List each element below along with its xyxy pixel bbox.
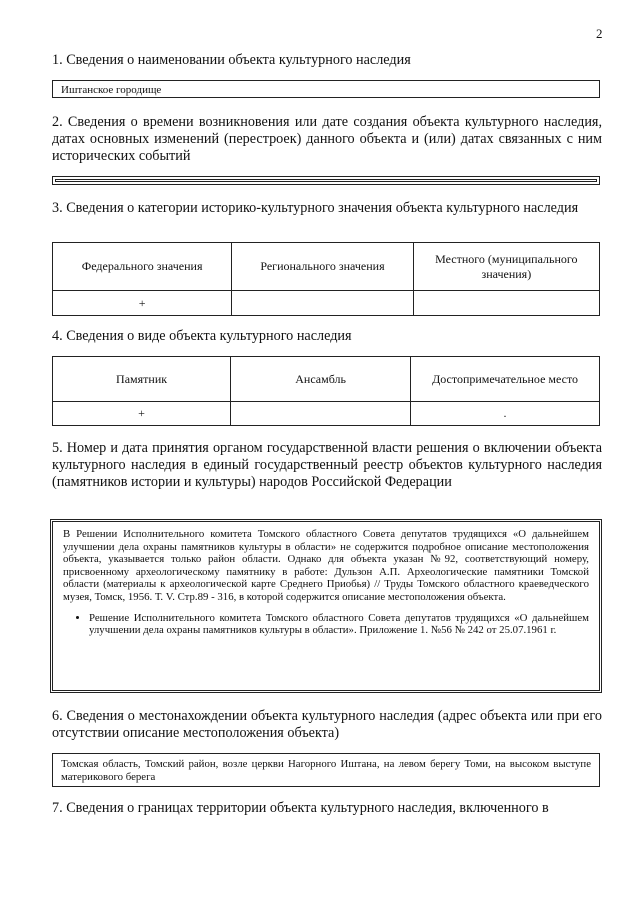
- category-value-regional: [232, 291, 413, 316]
- category-table: [52, 242, 600, 316]
- section-5-heading: 5. Номер и дата принятия органом государственной власти решения о включении объекта культурного наследия в единый государственный реестр объектов культурного наследия (памятников истории и культуры) народов Российской Федерации: [52, 440, 602, 490]
- section-6-heading: 6. Сведения о местонахождении объекта культурного наследия (адрес объекта или при его отсутствии описание местоположения объекта): [52, 708, 602, 741]
- type-header-landmark: Достопримечательное место: [411, 357, 600, 402]
- location-value: Томская область, Томский район, возле церкви Нагорного Иштана, на левом берегу Томи, на высоком выступе материкового берега: [61, 758, 591, 783]
- section-4-heading: 4. Сведения о виде объекта культурного наследия: [52, 328, 352, 344]
- registry-reference-item: • Решение Исполнительного комитета Томского областного Совета депутатов трудящихся «О дальнейшем улучшении дела охраны памятников культуры в области». Приложение 1. №56 № 242 от 25.07.1961 г.: [89, 612, 589, 637]
- type-value-ensemble: [231, 402, 411, 426]
- object-name-field: [52, 80, 600, 98]
- section-2-heading: 2. Сведения о времени возникновения или дате создания объекта культурного наследия, датах основных изменений (перестроек) данного объекта и (или) датах связанных с ним исторических событий: [52, 114, 602, 164]
- type-table: [52, 356, 600, 426]
- category-header-federal: Федерального значения: [53, 243, 232, 291]
- page-number: 2: [596, 26, 603, 41]
- registry-reference-list: [89, 612, 589, 637]
- section-7-heading: 7. Сведения о границах территории объекта культурного наследия, включенного в: [52, 800, 549, 816]
- category-value-local: [413, 291, 599, 316]
- type-value-monument: +: [53, 402, 231, 426]
- registry-decision-text: В Решении Исполнительного комитета Томского областного Совета депутатов трудящихся «О дальнейшем улучшении дела охраны памятников культуры в области» не содержится подробное описание местоположения объекта, указывается только район области. Однако для объекта указан №92, соответствующий номеру, присвоенному археологическому памятнику в работе: Дульзон А.П. Археологические памятники Томской области (материалы к археологической карте Среднего Приобья) // Труды Томского областного краеведческого музея, Томск, 1956. Т. V. Стр.89 - 316, в которой содержится описание местоположения объекта.: [63, 528, 589, 603]
- registry-decision-box: [52, 521, 600, 691]
- category-header-local: Местного (муниципального значения): [413, 243, 599, 291]
- category-value-federal: +: [53, 291, 232, 316]
- object-name-value: Иштанское городище: [61, 84, 162, 96]
- location-field: [52, 753, 600, 787]
- type-header-ensemble: Ансамбль: [231, 357, 411, 402]
- type-value-landmark: .: [411, 402, 600, 426]
- section-3-heading: 3. Сведения о категории историко-культурного значения объекта культурного наследия: [52, 200, 579, 216]
- section-1-heading: 1. Сведения о наименовании объекта культурного наследия: [52, 52, 411, 68]
- type-header-monument: Памятник: [53, 357, 231, 402]
- dates-field-empty: [52, 176, 600, 185]
- category-header-regional: Регионального значения: [232, 243, 413, 291]
